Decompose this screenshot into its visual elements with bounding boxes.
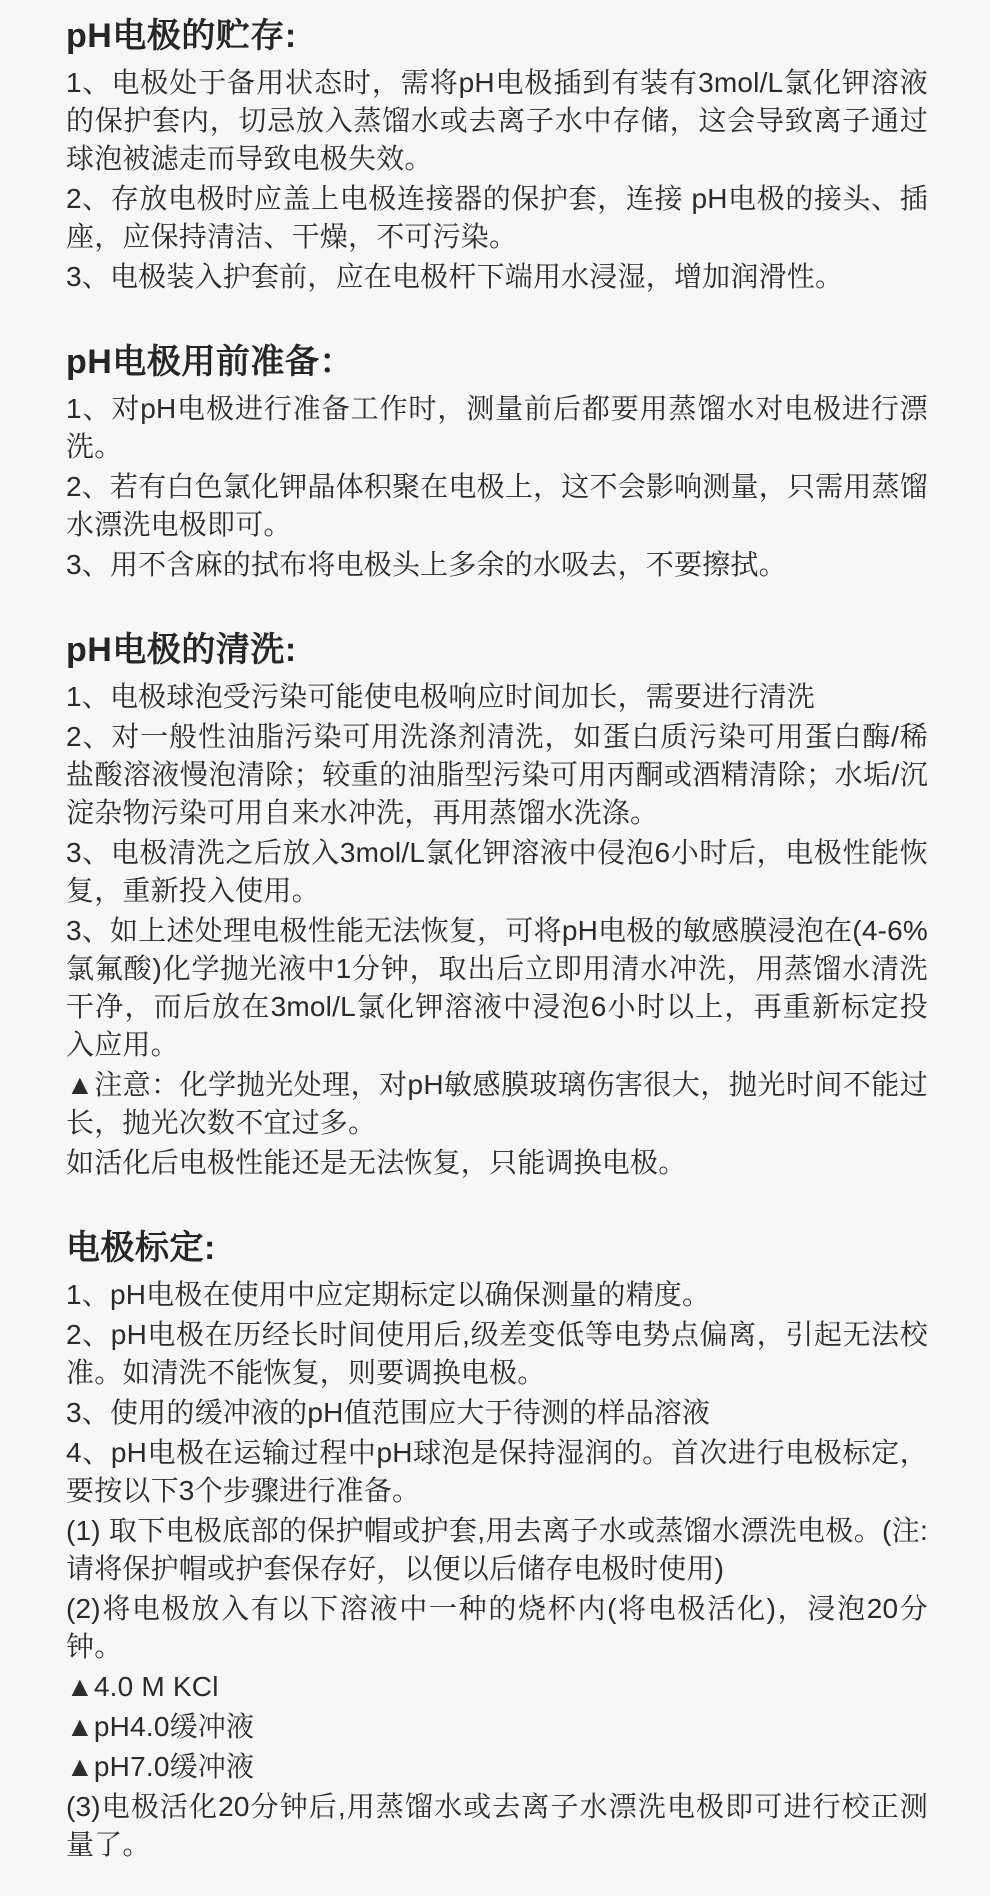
section-heading: 电极标定:	[66, 1229, 216, 1267]
paragraph: 3、电极装入护套前，应在电极杆下端用水浸湿，增加润滑性。	[66, 261, 844, 292]
section-2	[66, 628, 928, 1182]
paragraph: 2、存放电极时应盖上电极连接器的保护套，连接 pH电极的接头、插座，应保持清洁、干燥，不可污染。	[66, 183, 928, 252]
section-heading: pH电极用前准备：	[66, 343, 354, 381]
section-3	[66, 1226, 928, 1864]
section-1	[66, 340, 928, 584]
paragraph: 3、电极清洗之后放入3mol/L氯化钾溶液中侵泡6小时后，电极性能恢复，重新投入使用。	[66, 837, 928, 906]
paragraph: 4、pH电极在运输过程中pH球泡是保持湿润的。首次进行电极标定，要按以下3个步骤进行准备。	[66, 1437, 928, 1506]
paragraph: ▲pH4.0缓冲液	[66, 1711, 255, 1742]
paragraph: 3、用不含麻的拭布将电极头上多余的水吸去，不要擦拭。	[66, 549, 787, 580]
paragraph: 2、若有白色氯化钾晶体积聚在电极上，这不会影响测量，只需用蒸馏水漂洗电极即可。	[66, 471, 928, 540]
paragraph: 1、电极球泡受污染可能使电极响应时间加长，需要进行清洗	[66, 681, 815, 712]
paragraph: (1) 取下电极底部的保护帽或护套,用去离子水或蒸馏水漂洗电极。(注:请将保护帽或护套保存好，以便以后储存电极时使用)	[66, 1515, 928, 1584]
section-heading: pH电极的清洗:	[66, 631, 297, 669]
document-body	[66, 14, 928, 1864]
paragraph: ▲注意：化学抛光处理，对pH敏感膜玻璃伤害很大，抛光时间不能过长，抛光次数不宜过多。	[66, 1069, 928, 1138]
section-heading: pH电极的贮存:	[66, 17, 297, 55]
section-0	[66, 14, 928, 296]
paragraph: 2、pH电极在历经长时间使用后,级差变低等电势点偏离，引起无法校准。如清洗不能恢复，则要调换电极。	[66, 1319, 928, 1388]
paragraph: 3、如上述处理电极性能无法恢复，可将pH电极的敏感膜浸泡在(4-6%氯氟酸)化学抛光液中1分钟，取出后立即用清水冲洗，用蒸馏水清洗干净，而后放在3mol/L氯化钾溶液中浸泡6小时以上，再重新标定投入应用。	[66, 915, 928, 1060]
paragraph: 如活化后电极性能还是无法恢复，只能调换电极。	[66, 1147, 687, 1178]
paragraph: ▲4.0 M KCl	[66, 1671, 219, 1702]
paragraph: 1、对pH电极进行准备工作时，测量前后都要用蒸馏水对电极进行漂洗。	[66, 393, 928, 462]
paragraph: (3)电极活化20分钟后,用蒸馏水或去离子水漂洗电极即可进行校正测量了。	[66, 1791, 928, 1860]
paragraph: 3、使用的缓冲液的pH值范围应大于待测的样品溶液	[66, 1397, 711, 1428]
paragraph: (2)将电极放入有以下溶液中一种的烧杯内(将电极活化)，浸泡20分钟。	[66, 1593, 928, 1662]
paragraph: ▲pH7.0缓冲液	[66, 1751, 255, 1782]
paragraph: 1、pH电极在使用中应定期标定以确保测量的精度。	[66, 1279, 711, 1310]
paragraph: 1、电极处于备用状态时，需将pH电极插到有装有3mol/L氯化钾溶液的保护套内，切忌放入蒸馏水或去离子水中存储，这会导致离子通过球泡被滤走而导致电极失效。	[66, 67, 928, 174]
paragraph: 2、对一般性油脂污染可用洗涤剂清洗，如蛋白质污染可用蛋白酶/稀盐酸溶液慢泡清除；较重的油脂型污染可用丙酮或酒精清除；水垢/沉淀杂物污染可用自来水冲洗，再用蒸馏水洗涤。	[66, 721, 928, 828]
